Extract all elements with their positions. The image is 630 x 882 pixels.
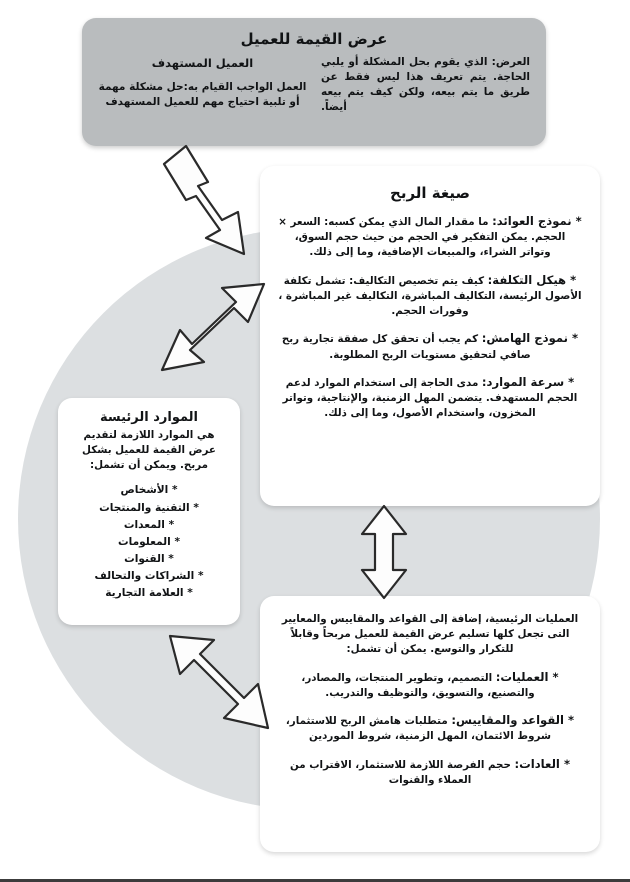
profit-item-margin-model-term: * نموذج الهامش: (481, 331, 579, 346)
banner-offer-body: الذي يقوم بحل المشكلة أو يلبي الحاجة. يتم تعريف هذا ليس فقط عن طريق ما يتم بيعه، ولكن كيف يتم بيعه أيضاً. (321, 56, 530, 113)
process-item-operations-term: * العمليات: (495, 669, 559, 684)
banner-target-customer-text: العمل الواجب القيام به:حل مشكلة مهمة أو تلبية احتياج مهم للعميل المستهدف (98, 81, 307, 109)
process-item-norms-body: حجم الفرصة اللازمة للاستثمار، الاقتراب من العملاء والقنوات (289, 758, 511, 786)
arrow-banner-to-resources (148, 142, 258, 272)
banner-title: عرض القيمة للعميل (240, 30, 388, 48)
key-resources-list (70, 482, 228, 602)
list-item: * الشراكات والتحالف (94, 570, 204, 583)
arrow-profit-to-processes (358, 504, 410, 600)
profit-item-resource-velocity (278, 374, 582, 422)
process-item-operations-body: التصميم، وتطوير المنتجات، والمصادر، والتصنيع، والتسويق، والتوظيف والتدريب. (301, 671, 535, 699)
banner-offer-lead: العرض: (491, 56, 530, 68)
key-resources-intro: هي الموارد اللازمة لتقديم عرض القيمة للعميل بشكل مربح. ويمكن أن تشمل: (82, 429, 216, 471)
process-item-rules-metrics-body: متطلبات هامش الربح للاستثمار، شروط الائتمان، المهل الزمنية، شروط الموردين (285, 715, 552, 743)
banner-columns (98, 55, 530, 115)
customer-value-proposition-banner (82, 18, 546, 146)
process-item-rules-metrics-term: * القواعد والمقاييس: (451, 713, 575, 728)
banner-subtitle: العميل المستهدف (151, 56, 254, 70)
profit-item-cost-structure-body: كيف يتم تخصيص التكاليف: تشمل تكلفة الأصول الرئيسة، التكاليف المباشرة، التكاليف غير المباشرة ، وفورات الحجم. (278, 274, 582, 318)
key-resources-card (58, 398, 240, 625)
process-item-rules-metrics (278, 712, 582, 744)
profit-item-revenue-model-term: * نموذج العوائد: (492, 214, 582, 228)
banner-target-customer-column (98, 55, 307, 110)
list-item: * الأشخاص (120, 484, 178, 497)
profit-formula-card (260, 166, 600, 506)
arrow-resources-to-profit (152, 278, 272, 393)
process-item-norms-term: * العادات: (514, 756, 571, 771)
profit-item-revenue-model-body: ما مقدار المال الذي يمكن كسبه: السعر × الحجم. يمكن التفكير في الحجم من حيث حجم السوق، وتواتر الشراء، والمبيعات الإضافية، وما إلى ذلك. (278, 216, 566, 259)
profit-item-revenue-model (278, 213, 582, 261)
profit-item-cost-structure (278, 272, 582, 320)
list-item: * القنوات (124, 553, 174, 566)
profit-item-margin-model-body: كم يجب أن تحقق كل صفقة تجارية ربح صافي لتحقيق مستويات الربح المطلوبة. (281, 333, 531, 361)
banner-offer-text (321, 55, 530, 115)
banner-offer-column (321, 55, 530, 115)
process-item-norms (278, 756, 582, 788)
process-item-operations (278, 669, 582, 701)
profit-item-resource-velocity-term: * سرعة الموارد: (481, 374, 575, 389)
list-item: * المعدات (123, 518, 175, 531)
key-resources-title: الموارد الرئيسة (99, 410, 199, 425)
arrow-resources-to-processes (156, 626, 286, 746)
profit-item-resource-velocity-body: مدى الحاجة إلى استخدام الموارد لدعم الحجم المستهدف. يتضمن المهل الزمنية، والإنتاجية، وتواتر المخزون، واستخدام الأصول، وما إلى ذلك. (282, 376, 578, 420)
list-item: * العلامة التجارية (105, 587, 193, 600)
profit-formula-title: صيغة الربح (390, 184, 470, 202)
key-processes-card (260, 596, 600, 852)
key-processes-intro: العمليات الرئيسية، إضافة إلى القواعد والمقاييس والمعايير التى تجعل كلها تسليم عرض القيمة للعميل مربحاً وقابلاً للتكرار والتوسع. يمكن أن تشمل: (281, 613, 579, 656)
list-item: * المعلومات (117, 535, 181, 548)
profit-item-cost-structure-term: * هيكل التكلفة: (487, 272, 577, 287)
profit-item-margin-model (278, 330, 582, 362)
list-item: * التقنية والمنتجات (99, 501, 199, 514)
